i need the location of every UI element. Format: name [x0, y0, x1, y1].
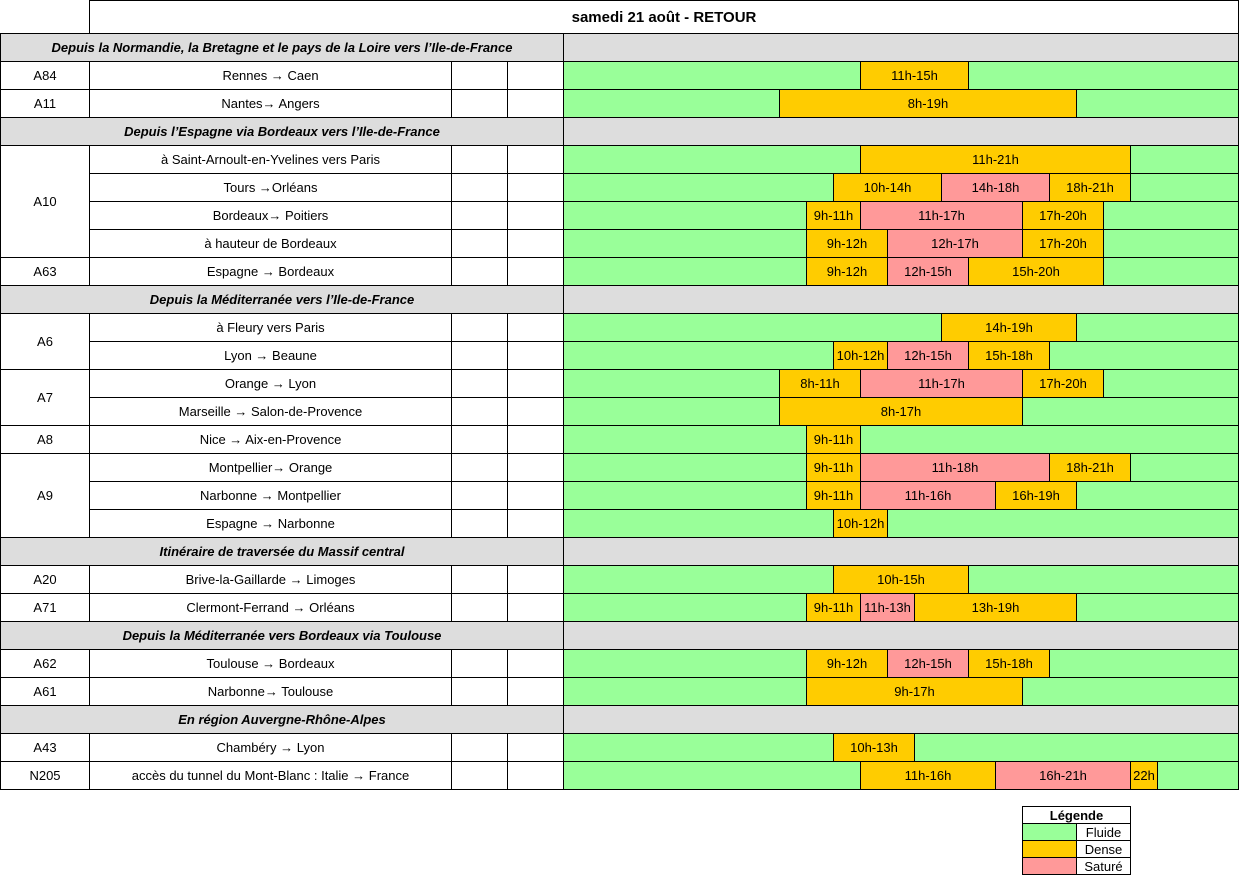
- timeline-segment-sature: 14h-18h: [941, 173, 1050, 202]
- section-header-timeline: [563, 705, 1239, 734]
- legend-swatch-fluide: [1022, 823, 1077, 841]
- empty-cell: [507, 733, 564, 762]
- empty-cell: [451, 313, 508, 342]
- timeline-segment-dense: 13h-19h: [914, 593, 1077, 622]
- road-number: A61: [0, 677, 90, 706]
- empty-cell: [451, 677, 508, 706]
- route-name: Montpellier→ Orange: [89, 453, 452, 482]
- road-number: A11: [0, 89, 90, 118]
- empty-cell: [507, 145, 564, 174]
- empty-cell: [451, 481, 508, 510]
- empty-cell: [451, 145, 508, 174]
- timeline-segment-dense: 10h-15h: [833, 565, 969, 594]
- timeline-segment-dense: 9h-11h: [806, 425, 861, 454]
- section-header-timeline: [563, 537, 1239, 566]
- empty-cell: [451, 761, 508, 790]
- route-name: Espagne → Bordeaux: [89, 257, 452, 286]
- road-number: A63: [0, 257, 90, 286]
- timeline-segment-dense: 8h-11h: [779, 369, 861, 398]
- timeline-segment-sature: 12h-15h: [887, 257, 969, 286]
- route-name: Nantes→ Angers: [89, 89, 452, 118]
- road-number: A43: [0, 733, 90, 762]
- timeline-segment-dense: 9h-11h: [806, 201, 861, 230]
- route-name: à Saint-Arnoult-en-Yvelines vers Paris: [89, 145, 452, 174]
- empty-cell: [451, 89, 508, 118]
- empty-cell: [507, 425, 564, 454]
- route-name: Marseille → Salon-de-Provence: [89, 397, 452, 426]
- timeline-segment-dense: 18h-21h: [1049, 173, 1131, 202]
- road-number: A71: [0, 593, 90, 622]
- empty-cell: [451, 453, 508, 482]
- legend-label-sature: Saturé: [1076, 857, 1131, 875]
- timeline-segment-dense: 8h-19h: [779, 89, 1077, 118]
- empty-cell: [507, 313, 564, 342]
- empty-cell: [451, 649, 508, 678]
- timeline-segment-sature: 11h-17h: [860, 201, 1023, 230]
- empty-cell: [507, 257, 564, 286]
- route-name: Clermont-Ferrand → Orléans: [89, 593, 452, 622]
- timeline-segment-dense: 17h-20h: [1022, 201, 1104, 230]
- timeline-segment-dense: 8h-17h: [779, 397, 1023, 426]
- empty-cell: [451, 369, 508, 398]
- section-header: Depuis la Normandie, la Bretagne et le pays de la Loire vers l’Ile-de-France: [0, 33, 564, 62]
- empty-cell: [451, 61, 508, 90]
- timeline-segment-dense: 10h-13h: [833, 733, 915, 762]
- empty-cell: [507, 201, 564, 230]
- route-name: à hauteur de Bordeaux: [89, 229, 452, 258]
- timeline-segment-dense: 9h-12h: [806, 649, 888, 678]
- timeline-segment-dense: 9h-12h: [806, 257, 888, 286]
- legend-swatch-dense: [1022, 840, 1077, 858]
- route-name: Brive-la-Gaillarde → Limoges: [89, 565, 452, 594]
- road-number: A62: [0, 649, 90, 678]
- empty-cell: [451, 397, 508, 426]
- timeline-segment-dense: 18h-21h: [1049, 453, 1131, 482]
- timeline-segment-dense: 10h-12h: [833, 509, 888, 538]
- empty-cell: [507, 89, 564, 118]
- empty-cell: [451, 565, 508, 594]
- timeline-segment-sature: 11h-16h: [860, 481, 996, 510]
- legend-label-dense: Dense: [1076, 840, 1131, 858]
- timeline-segment-sature: 11h-18h: [860, 453, 1050, 482]
- timeline-segment-dense: 9h-11h: [806, 453, 861, 482]
- table-title: samedi 21 août - RETOUR: [89, 0, 1239, 34]
- empty-cell: [507, 369, 564, 398]
- route-name: Nice → Aix-en-Provence: [89, 425, 452, 454]
- section-header-timeline: [563, 285, 1239, 314]
- road-number: A84: [0, 61, 90, 90]
- road-number: A6: [0, 313, 90, 370]
- empty-cell: [451, 201, 508, 230]
- legend-title: Légende: [1022, 806, 1131, 824]
- timeline-segment-dense: 17h-20h: [1022, 369, 1104, 398]
- empty-cell: [451, 593, 508, 622]
- timeline-segment-dense: 15h-18h: [968, 649, 1050, 678]
- road-number: A8: [0, 425, 90, 454]
- timeline-segment-dense: 11h-16h: [860, 761, 996, 790]
- road-number: A10: [0, 145, 90, 258]
- timeline-fluide: [563, 509, 1239, 538]
- section-header-timeline: [563, 621, 1239, 650]
- route-name: Tours →Orléans: [89, 173, 452, 202]
- empty-cell: [507, 453, 564, 482]
- timeline-segment-dense: 9h-17h: [806, 677, 1023, 706]
- timeline-segment-dense: 11h-15h: [860, 61, 969, 90]
- timeline-segment-dense: 15h-18h: [968, 341, 1050, 370]
- legend-swatch-sature: [1022, 857, 1077, 875]
- empty-cell: [507, 677, 564, 706]
- timeline-segment-dense: 16h-19h: [995, 481, 1077, 510]
- empty-cell: [451, 733, 508, 762]
- empty-cell: [451, 173, 508, 202]
- section-header: En région Auvergne-Rhône-Alpes: [0, 705, 564, 734]
- empty-cell: [507, 229, 564, 258]
- empty-cell: [507, 593, 564, 622]
- empty-cell: [451, 425, 508, 454]
- road-number: A7: [0, 369, 90, 426]
- timeline-segment-dense: 9h-12h: [806, 229, 888, 258]
- timeline-segment-dense: 11h-21h: [860, 145, 1131, 174]
- timeline-segment-dense: 14h-19h: [941, 313, 1077, 342]
- road-number: A20: [0, 565, 90, 594]
- empty-cell: [451, 257, 508, 286]
- timeline-segment-dense: 10h-12h: [833, 341, 888, 370]
- timeline-segment-sature: 12h-15h: [887, 341, 969, 370]
- route-name: accès du tunnel du Mont-Blanc : Italie → France: [89, 761, 452, 790]
- timeline-segment-sature: 12h-17h: [887, 229, 1023, 258]
- timeline-segment-dense: 9h-11h: [806, 481, 861, 510]
- route-name: Chambéry → Lyon: [89, 733, 452, 762]
- empty-cell: [507, 173, 564, 202]
- empty-cell: [451, 509, 508, 538]
- route-name: Espagne → Narbonne: [89, 509, 452, 538]
- empty-cell: [507, 61, 564, 90]
- section-header-timeline: [563, 117, 1239, 146]
- timeline-segment-sature: 11h-13h: [860, 593, 915, 622]
- timeline-segment-dense: 17h-20h: [1022, 229, 1104, 258]
- empty-cell: [507, 649, 564, 678]
- empty-cell: [451, 229, 508, 258]
- route-name: Rennes → Caen: [89, 61, 452, 90]
- route-name: à Fleury vers Paris: [89, 313, 452, 342]
- route-name: Lyon → Beaune: [89, 341, 452, 370]
- section-header: Itinéraire de traversée du Massif central: [0, 537, 564, 566]
- timeline-segment-sature: 16h-21h: [995, 761, 1131, 790]
- timeline-segment-sature: 12h-15h: [887, 649, 969, 678]
- empty-cell: [507, 509, 564, 538]
- empty-cell: [451, 341, 508, 370]
- empty-cell: [507, 565, 564, 594]
- empty-cell: [507, 341, 564, 370]
- empty-cell: [507, 481, 564, 510]
- timeline-segment-dense: 15h-20h: [968, 257, 1104, 286]
- timeline-fluide: [563, 425, 1239, 454]
- timeline-segment-dense: 10h-14h: [833, 173, 942, 202]
- section-header: Depuis la Méditerranée vers Bordeaux via Toulouse: [0, 621, 564, 650]
- section-header: Depuis l’Espagne via Bordeaux vers l’Ile-de-France: [0, 117, 564, 146]
- legend-label-fluide: Fluide: [1076, 823, 1131, 841]
- empty-cell: [507, 397, 564, 426]
- timeline-segment-dense: 9h-11h: [806, 593, 861, 622]
- route-name: Narbonne→ Toulouse: [89, 677, 452, 706]
- empty-cell: [507, 761, 564, 790]
- section-header-timeline: [563, 33, 1239, 62]
- timeline-fluide: [563, 313, 1239, 342]
- section-header: Depuis la Méditerranée vers l’Ile-de-France: [0, 285, 564, 314]
- timeline-segment-dense: 22h: [1130, 761, 1158, 790]
- road-number: A9: [0, 453, 90, 538]
- route-name: Bordeaux→ Poitiers: [89, 201, 452, 230]
- timeline-segment-sature: 11h-17h: [860, 369, 1023, 398]
- road-number: N205: [0, 761, 90, 790]
- route-name: Narbonne → Montpellier: [89, 481, 452, 510]
- route-name: Orange → Lyon: [89, 369, 452, 398]
- route-name: Toulouse → Bordeaux: [89, 649, 452, 678]
